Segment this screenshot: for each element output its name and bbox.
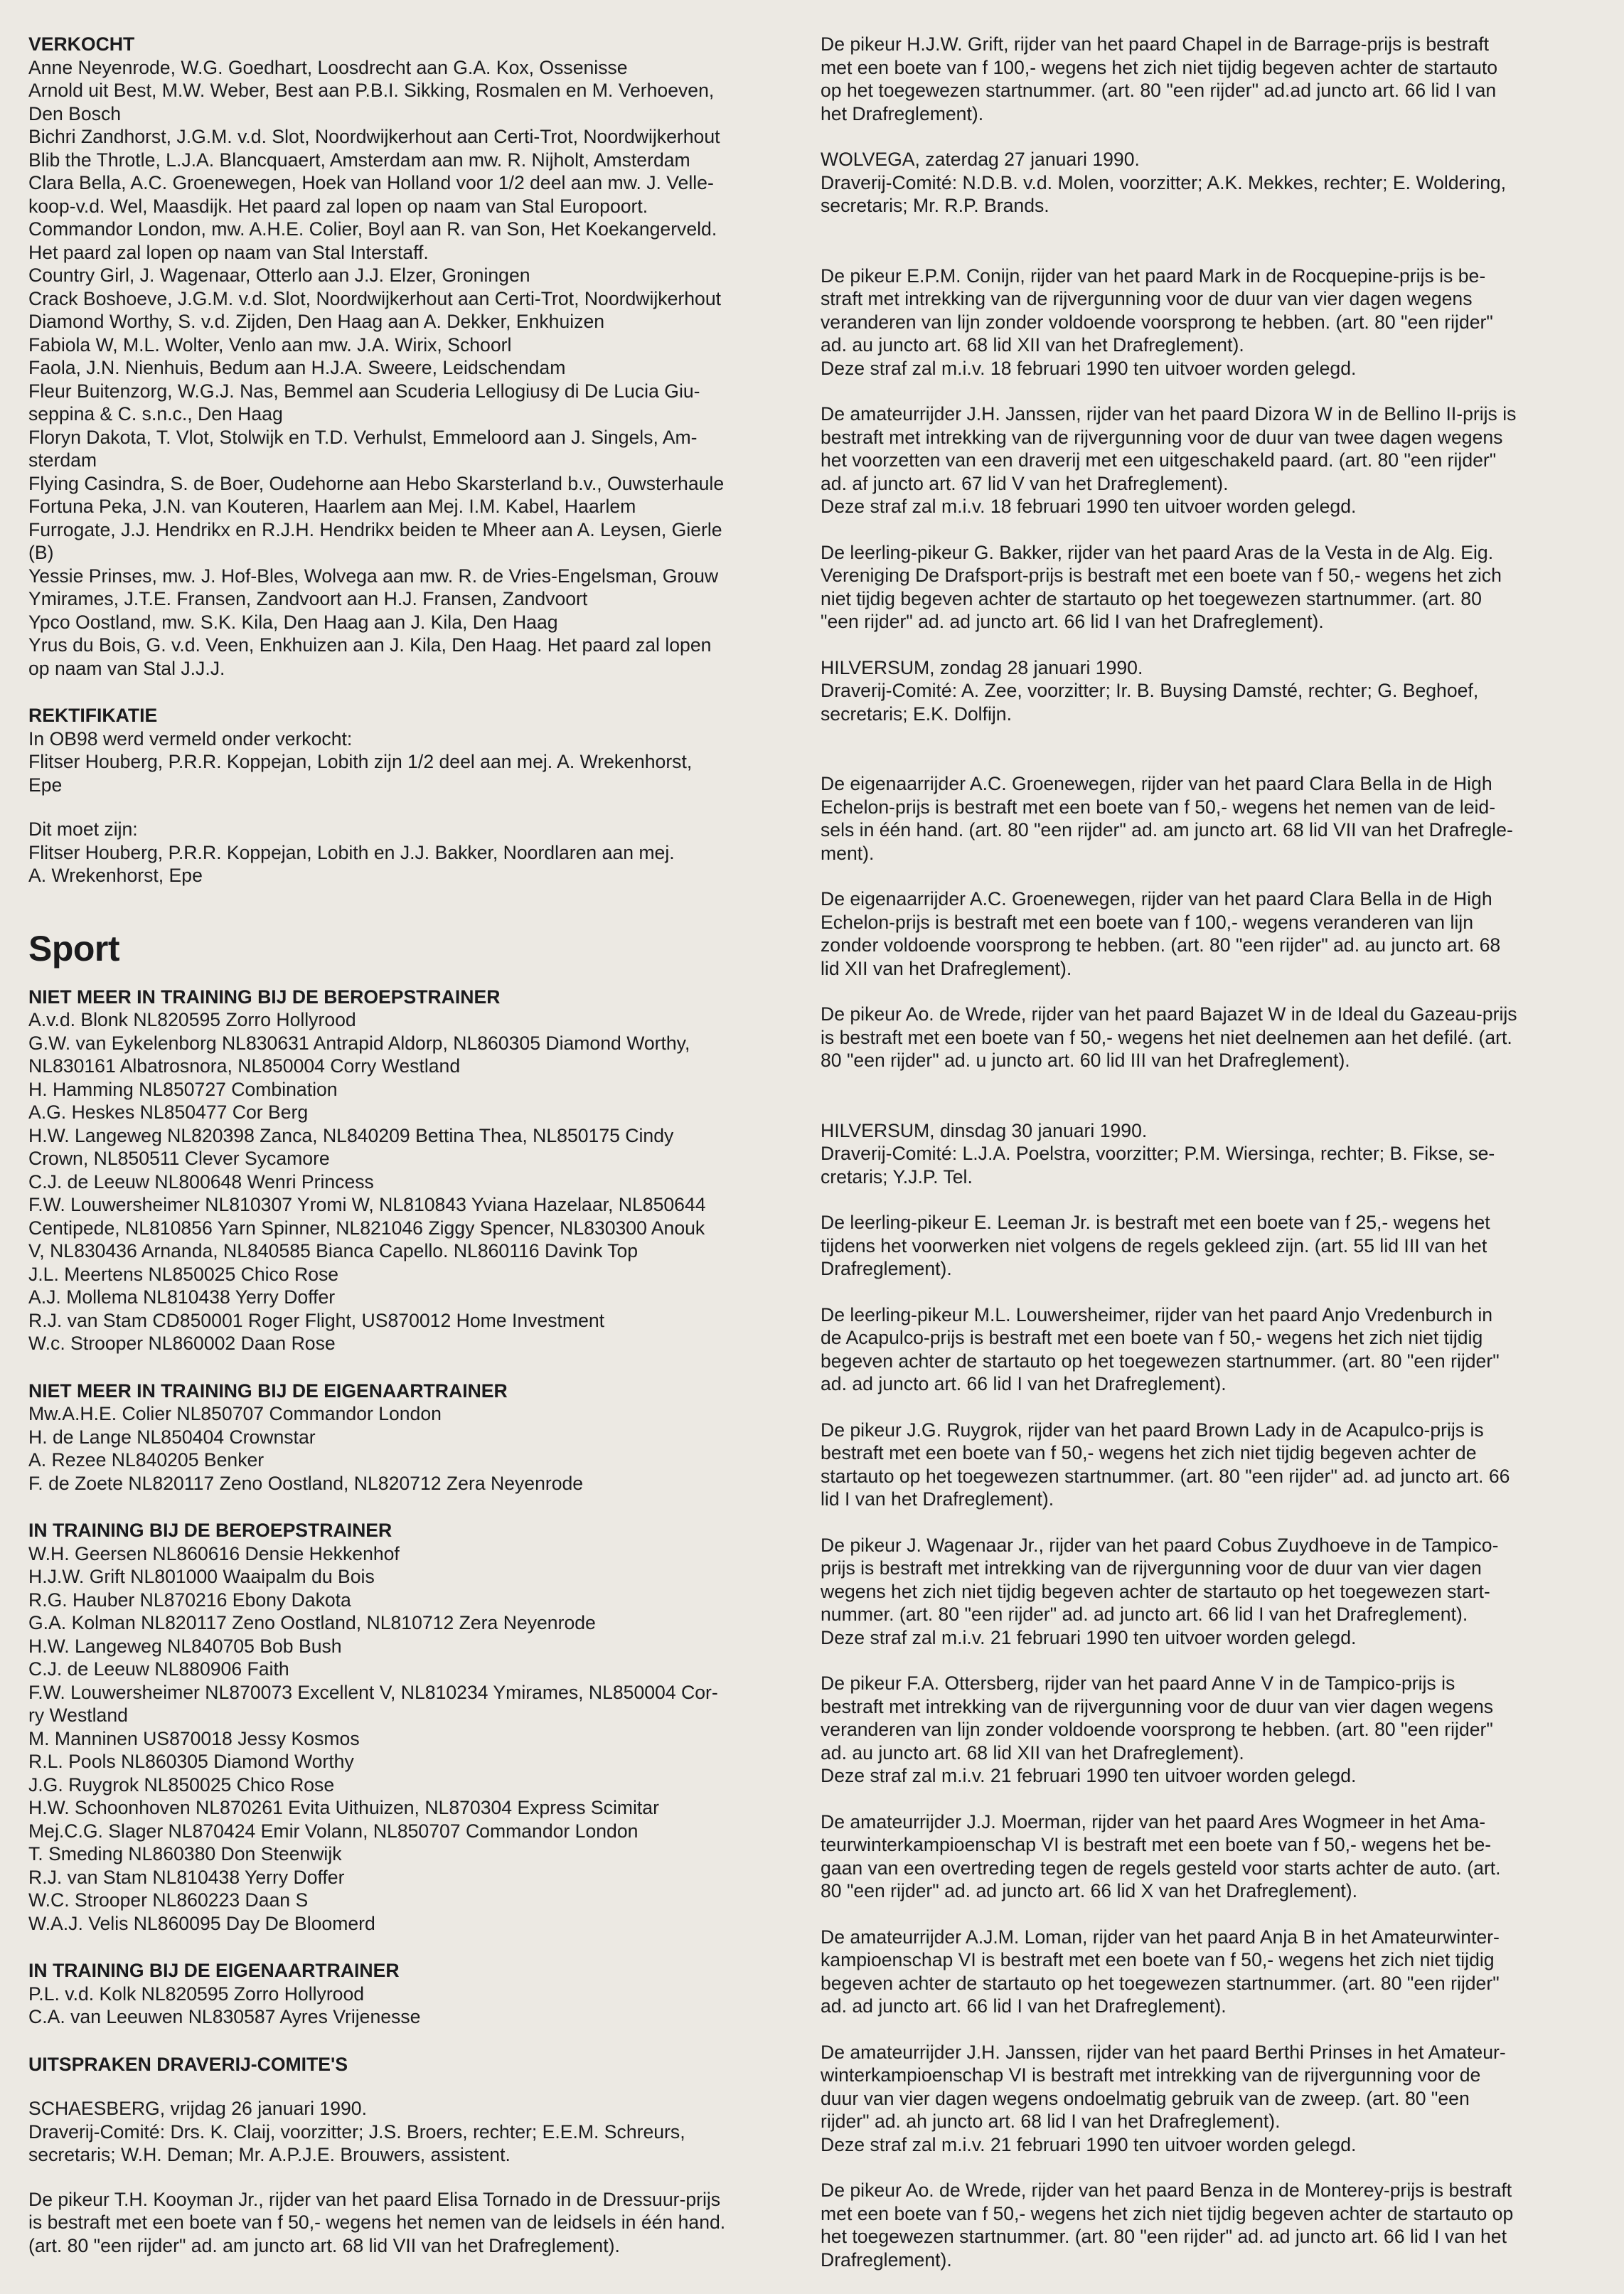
text-line: Echelon-prijs is bestraft met een boete van f 50,- wegens het nemen van de leid-	[821, 796, 1496, 818]
text-line: sterdam	[28, 449, 97, 471]
text-line: De pikeur J. Wagenaar Jr., rijder van het paard Cobus Zuydhoeve in de Tampico-	[821, 1534, 1499, 1556]
text-line: Floryn Dakota, T. Vlot, Stolwijk en T.D. Verhulst, Emmeloord aan J. Singels, Am-	[28, 426, 698, 448]
ruling-paragraph	[821, 1672, 1580, 1788]
text-line: P.L. v.d. Kolk NL820595 Zorro Hollyrood	[28, 1983, 365, 2005]
text-line: De eigenaarrijder A.C. Groenewegen, rijder van het paard Clara Bella in de High	[821, 773, 1492, 794]
text-line: ad. au juncto art. 68 lid XII van het Drafreglement).	[821, 1741, 1244, 1764]
text-line: "een rijder" ad. ad juncto art. 66 lid I van het Drafreglement).	[821, 611, 1324, 632]
text-line: V, NL830436 Arnanda, NL840585 Bianca Capello. NL860116 Davink Top	[28, 1240, 639, 1261]
text-line: het toegewezen startnummer. (art. 80 "een rijder" ad. ad juncto art. 66 lid I van het	[821, 2226, 1507, 2247]
ruling-paragraph	[821, 1810, 1580, 1903]
text-line: Draverij-Comité: L.J.A. Poelstra, voorzitter; P.M. Wiersinga, rechter; B. Fikse, se-	[821, 1143, 1495, 1164]
ruling-paragraph	[821, 1926, 1580, 2018]
text-line: Arnold uit Best, M.W. Weber, Best aan P.B.I. Sikking, Rosmalen en M. Verhoeven,	[28, 80, 715, 101]
text-line: Bichri Zandhorst, J.G.M. v.d. Slot, Noordwijkerhout aan Certi-Trot, Noordwijkerhout	[28, 126, 720, 147]
heading-verkocht: VERKOCHT	[28, 33, 135, 55]
text-line: Flitser Houberg, P.R.R. Koppejan, Lobith zijn 1/2 deel aan mej. A. Wrekenhorst,	[28, 751, 693, 772]
text-line: Clara Bella, A.C. Groenewegen, Hoek van Holland voor 1/2 deel aan mw. J. Velle-	[28, 172, 714, 193]
text-line: R.G. Hauber NL870216 Ebony Dakota	[28, 1589, 351, 1611]
text-line: wegens het zich niet tijdig begeven achter de startauto op het toegewezen start-	[821, 1580, 1490, 1602]
text-line: W.C. Strooper NL860223 Daan S	[28, 1889, 309, 1911]
text-line: F. de Zoete NL820117 Zeno Oostland, NL820712 Zera Neyenrode	[28, 1472, 584, 1494]
text-line: NL830161 Albatrosnora, NL850004 Corry Westland	[28, 1055, 461, 1077]
text-line: J.L. Meertens NL850025 Chico Rose	[28, 1263, 339, 1285]
text-line: G.A. Kolman NL820117 Zeno Oostland, NL810712 Zera Neyenrode	[28, 1612, 596, 1633]
text-line: met een boete van f 100,- wegens het zich niet tijdig begeven achter de startauto	[821, 56, 1498, 78]
training-section	[28, 1959, 786, 2029]
sport-title: Sport	[28, 928, 120, 969]
ruling-paragraph	[28, 2188, 786, 2258]
text-line: kampioenschap VI is bestraft met een boete van f 50,- wegens het zich niet tijdig	[821, 1949, 1495, 1970]
text-line: Faola, J.N. Nienhuis, Bedum aan H.J.A. Sweere, Leidschendam	[28, 357, 566, 378]
text-line: het voorzetten van een draverij met een uitgeschakeld paard. (art. 80 "een rijder"	[821, 449, 1497, 471]
text-line: secretaris; Mr. R.P. Brands.	[821, 195, 1049, 216]
text-line: begeven achter de startauto op het toegewezen startnummer. (art. 80 "een rijder"	[821, 1972, 1500, 1994]
text-line: A.G. Heskes NL850477 Cor Berg	[28, 1101, 309, 1123]
text-line: F.W. Louwersheimer NL810307 Yromi W, NL810843 Yviana Hazelaar, NL850644	[28, 1194, 706, 1215]
text-line: HILVERSUM, zondag 28 januari 1990.	[821, 656, 1143, 678]
training-sections	[28, 986, 786, 2029]
ruling-paragraph	[821, 1419, 1580, 1511]
text-line: secretaris; E.K. Dolfijn.	[821, 703, 1012, 725]
text-line: Deze straf zal m.i.v. 21 februari 1990 ten uitvoer worden gelegd.	[821, 2133, 1357, 2155]
text-line: ad. ad juncto art. 66 lid I van het Drafreglement).	[821, 1995, 1227, 2017]
heading-uitspraken: UITSPRAKEN DRAVERIJ-COMITE'S	[28, 2053, 348, 2075]
left-column	[28, 33, 786, 2257]
text-line: Ymirames, J.T.E. Fransen, Zandvoort aan H.J. Fransen, Zandvoort	[28, 588, 588, 609]
text-line: H. Hamming NL850727 Combination	[28, 1078, 338, 1100]
text-line: Furrogate, J.J. Hendrikx en R.J.H. Hendrikx beiden te Mheer aan A. Leysen, Gierle	[28, 518, 722, 540]
text-line: (art. 80 "een rijder" ad. am juncto art. 68 lid VII van het Drafreglement).	[28, 2234, 620, 2256]
ruling-paragraph	[821, 772, 1580, 865]
text-line: ad. af juncto art. 67 lid V van het Drafreglement).	[821, 472, 1229, 494]
text-line: ry Westland	[28, 1705, 128, 1726]
text-line: Mw.A.H.E. Colier NL850707 Commandor London	[28, 1403, 442, 1424]
text-line: teurwinterkampioenschap VI is bestraft met een boete van f 50,- wegens het be-	[821, 1834, 1492, 1855]
text-line: de Acapulco-prijs is bestraft met een boete van f 50,- wegens het zich niet tijdig	[821, 1327, 1483, 1348]
text-line: Ypco Oostland, mw. S.K. Kila, Den Haag aan J. Kila, Den Haag	[28, 611, 558, 633]
text-line: Deze straf zal m.i.v. 18 februari 1990 ten uitvoer worden gelegd.	[821, 496, 1357, 517]
ruling-paragraph	[821, 656, 1580, 726]
text-line: A.J. Mollema NL810438 Yerry Doffer	[28, 1286, 336, 1308]
text-line: op naam van Stal J.J.J.	[28, 657, 225, 679]
text-line: Flitser Houberg, P.R.R. Koppejan, Lobith en J.J. Bakker, Noordlaren aan mej.	[28, 841, 675, 863]
text-line: R.J. van Stam CD850001 Roger Flight, US870012 Home Investment	[28, 1309, 605, 1331]
text-line: Blib the Throtle, L.J.A. Blancquaert, Amsterdam aan mw. R. Nijholt, Amsterdam	[28, 149, 690, 171]
text-line: ad. au juncto art. 68 lid XII van het Drafreglement).	[821, 334, 1244, 356]
text-line: Drafreglement).	[821, 2248, 952, 2271]
text-line: A. Rezee NL840205 Benker	[28, 1449, 265, 1471]
text-line: 80 "een rijder" ad. u juncto art. 60 lid III van het Drafreglement).	[821, 1050, 1350, 1071]
text-line: Draverij-Comité: Drs. K. Claij, voorzitter; J.S. Broers, rechter; E.E.M. Schreurs,	[28, 2120, 685, 2143]
meeting-schaesberg	[28, 2097, 786, 2167]
text-line: op het toegewezen startnummer. (art. 80 "een rijder" ad.ad juncto art. 66 lid I van	[821, 80, 1497, 101]
training-section	[28, 986, 786, 1355]
text-line: C.A. van Leeuwen NL830587 Ayres Vrijenesse	[28, 2006, 421, 2027]
text-line: Het paard zal lopen op naam van Stal Interstaff.	[28, 241, 429, 263]
text-line: lid I van het Drafreglement).	[821, 1488, 1054, 1510]
rektifikatie-correction	[28, 818, 786, 887]
ruling-paragraph	[821, 2041, 1580, 2157]
section-rektifikatie	[28, 704, 786, 887]
text-line: De pikeur J.G. Ruygrok, rijder van het paard Brown Lady in de Acapulco-prijs is	[821, 1419, 1484, 1441]
section-verkocht	[28, 33, 786, 680]
right-column	[821, 33, 1580, 2294]
text-line: straft met intrekking van de rijvergunning voor de duur van vier dagen wegens	[821, 288, 1473, 309]
text-line: met een boete van f 50,- wegens het zich niet tijdig begeven achter de startauto op	[821, 2202, 1514, 2224]
section-heading: NIET MEER IN TRAINING BIJ DE BEROEPSTRAINER	[28, 986, 501, 1008]
text-line: Yrus du Bois, G. v.d. Veen, Enkhuizen aan J. Kila, Den Haag. Het paard zal lopen	[28, 634, 712, 656]
ruling-paragraph	[821, 541, 1580, 634]
text-line: A. Wrekenhorst, Epe	[28, 865, 203, 886]
text-line: De leerling-pikeur G. Bakker, rijder van het paard Aras de la Vesta in de Alg. Eig.	[821, 541, 1494, 563]
text-line: koop-v.d. Wel, Maasdijk. Het paard zal lopen op naam van Stal Europoort.	[28, 195, 648, 217]
text-line: Deze straf zal m.i.v. 21 februari 1990 ten uitvoer worden gelegd.	[821, 1765, 1357, 1786]
text-line: W.H. Geersen NL860616 Densie Hekkenhof	[28, 1542, 400, 1564]
text-line: lid XII van het Drafreglement).	[821, 957, 1072, 979]
text-line: W.c. Strooper NL860002 Daan Rose	[28, 1333, 336, 1354]
ruling-paragraph	[821, 887, 1580, 980]
text-line: De eigenaarrijder A.C. Groenewegen, rijder van het paard Clara Bella in de High	[821, 888, 1492, 909]
text-line: bestraft met intrekking van de rijvergunning voor de duur van twee dagen wegens	[821, 426, 1503, 448]
text-line: rijder" ad. ah juncto art. 68 lid I van het Drafreglement).	[821, 2111, 1281, 2132]
rektifikatie-original	[28, 727, 786, 797]
text-line: H. de Lange NL850404 Crownstar	[28, 1426, 316, 1448]
text-line: gaan van een overtreding tegen de regels gesteld voor starts achter de auto. (art.	[821, 1857, 1501, 1879]
text-line: begeven achter de startauto op het toegewezen startnummer. (art. 80 "een rijder"	[821, 1350, 1500, 1372]
text-line: Den Bosch	[28, 102, 122, 124]
ruling-paragraph	[821, 33, 1580, 125]
text-line: het Drafreglement).	[821, 102, 984, 124]
text-line: C.J. de Leeuw NL880906 Faith	[28, 1658, 289, 1680]
text-line: De amateurrijder A.J.M. Loman, rijder van het paard Anja B in het Amateurwinter-	[821, 1926, 1500, 1948]
text-line: De amateurrijder J.H. Janssen, rijder van het paard Dizora W in de Bellino II-prijs is	[821, 403, 1517, 425]
text-line: C.J. de Leeuw NL800648 Wenri Princess	[28, 1170, 374, 1193]
text-line: 80 "een rijder" ad. ad juncto art. 66 lid X van het Drafreglement).	[821, 1880, 1358, 1901]
text-line: Mej.C.G. Slager NL870424 Emir Volann, NL850707 Commandor London	[28, 1820, 639, 1842]
text-line: H.J.W. Grift NL801000 Waaipalm du Bois	[28, 1566, 375, 1587]
text-line: Echelon-prijs is bestraft met een boete van f 100,- wegens veranderen van lijn	[821, 911, 1474, 933]
text-line: niet tijdig begeven achter de startauto op het toegewezen startnummer. (art. 80	[821, 587, 1482, 609]
text-line: is bestraft met een boete van f 50,- wegens het nemen van de leidsels in één hand.	[28, 2212, 726, 2233]
text-line: winterkampioenschap VI is bestraft met intrekking van de rijvergunning voor de	[821, 2064, 1481, 2086]
text-line: Diamond Worthy, S. v.d. Zijden, Den Haag aan A. Dekker, Enkhuizen	[28, 311, 605, 332]
text-line: Crack Boshoeve, J.G.M. v.d. Slot, Noordwijkerhout aan Certi-Trot, Noordwijkerhout	[28, 287, 721, 309]
text-line: prijs is bestraft met intrekking van de rijvergunning voor de duur van vier dagen	[821, 1557, 1482, 1579]
ruling-paragraph	[821, 148, 1580, 218]
ruling-paragraph	[821, 1211, 1580, 1281]
training-section	[28, 1519, 786, 1935]
text-line: T. Smeding NL860380 Don Steenwijk	[28, 1843, 342, 1864]
ruling-paragraph	[821, 1119, 1580, 1189]
ruling-paragraph	[821, 1303, 1580, 1396]
text-line: De leerling-pikeur M.L. Louwersheimer, rijder van het paard Anjo Vredenburch in	[821, 1303, 1493, 1325]
text-line: bestraft met een boete van f 50,- wegens het zich niet tijdig begeven achter de	[821, 1442, 1477, 1463]
text-line: In OB98 werd vermeld onder verkocht:	[28, 727, 353, 749]
text-line: Yessie Prinses, mw. J. Hof-Bles, Wolvega aan mw. R. de Vries-Engelsman, Grouw	[28, 565, 719, 587]
ruling-paragraph	[821, 2179, 1580, 2271]
text-line: Country Girl, J. Wagenaar, Otterlo aan J.J. Elzer, Groningen	[28, 265, 530, 286]
section-heading: IN TRAINING BIJ DE BEROEPSTRAINER	[28, 1520, 392, 1541]
text-line: De amateurrijder J.J. Moerman, rijder van het paard Ares Wogmeer in het Ama-	[821, 1810, 1486, 1832]
ruling-paragraph	[821, 265, 1580, 380]
text-line: nummer. (art. 80 "een rijder" ad. ad juncto art. 66 lid I van het Drafreglement).	[821, 1604, 1468, 1625]
heading-rektifikatie: REKTIFIKATIE	[28, 705, 158, 726]
verkocht-list	[28, 56, 786, 681]
section-uitspraken	[28, 2053, 786, 2258]
text-line: Anne Neyenrode, W.G. Goedhart, Loosdrecht aan G.A. Kox, Ossenisse	[28, 56, 628, 78]
text-line: R.L. Pools NL860305 Diamond Worthy	[28, 1751, 354, 1772]
training-section	[28, 1380, 786, 1495]
text-line: Fleur Buitenzorg, W.G.J. Nas, Bemmel aan Scuderia Lellogiusy di De Lucia Giu-	[28, 380, 700, 402]
text-line: WOLVEGA, zaterdag 27 januari 1990.	[821, 149, 1140, 170]
text-line: R.J. van Stam NL810438 Yerry Doffer	[28, 1866, 345, 1888]
text-line: Epe	[28, 774, 63, 796]
text-line: is bestraft met een boete van f 50,- wegens het niet deelnemen aan het defilé. (art.	[821, 1026, 1512, 1048]
text-line: H.W. Langeweg NL820398 Zanca, NL840209 Bettina Thea, NL850175 Cindy	[28, 1124, 674, 1146]
text-line: ad. ad juncto art. 66 lid I van het Drafreglement).	[821, 1373, 1227, 1394]
text-line: Crown, NL850511 Clever Sycamore	[28, 1148, 330, 1169]
section-heading: IN TRAINING BIJ DE EIGENAARTRAINER	[28, 1960, 400, 1981]
text-line: Deze straf zal m.i.v. 21 februari 1990 ten uitvoer worden gelegd.	[821, 1626, 1357, 1648]
ruling-paragraph	[821, 1003, 1580, 1072]
text-line: Fabiola W, M.L. Wolter, Venlo aan mw. J.A. Wirix, Schoorl	[28, 334, 512, 356]
text-line: W.A.J. Velis NL860095 Day De Bloomerd	[28, 1912, 375, 1934]
text-line: Draverij-Comité: A. Zee, voorzitter; Ir. B. Buysing Damsté, rechter; G. Beghoef,	[821, 680, 1479, 701]
text-line: startauto op het toegewezen startnummer. (art. 80 "een rijder" ad. ad juncto art. 66	[821, 1465, 1510, 1487]
text-line: De pikeur E.P.M. Conijn, rijder van het paard Mark in de Rocquepine-prijs is be-	[821, 265, 1486, 287]
text-line: (B)	[28, 542, 54, 563]
text-line: Draverij-Comité: N.D.B. v.d. Molen, voorzitter; A.K. Mekkes, rechter; E. Woldering,	[821, 171, 1507, 193]
text-line: Centipede, NL810856 Yarn Spinner, NL821046 Ziggy Spencer, NL830300 Anouk	[28, 1217, 705, 1239]
text-line: F.W. Louwersheimer NL870073 Excellent V, NL810234 Ymirames, NL850004 Cor-	[28, 1681, 718, 1703]
text-line: De amateurrijder J.H. Janssen, rijder van het paard Berthi Prinses in het Amateur-	[821, 2041, 1506, 2063]
text-line: Commandor London, mw. A.H.E. Colier, Boyl aan R. van Son, Het Koekangerveld.	[28, 218, 717, 240]
text-line: sels in één hand. (art. 80 "een rijder" ad. am juncto art. 68 lid VII van het Drafregle-	[821, 819, 1513, 841]
text-line: Vereniging De Drafsport-prijs is bestraft met een boete van f 50,- wegens het zich	[821, 565, 1502, 586]
text-line: H.W. Schoonhoven NL870261 Evita Uithuizen, NL870304 Express Scimitar	[28, 1797, 659, 1818]
text-line: Flying Casindra, S. de Boer, Oudehorne aan Hebo Skarsterland b.v., Ouwsterhaule	[28, 472, 725, 494]
text-line: cretaris; Y.J.P. Tel.	[821, 1165, 973, 1188]
text-line: duur van vier dagen wegens ondoelmatig gebruik van de zweep. (art. 80 "een	[821, 2087, 1470, 2109]
text-line: SCHAESBERG, vrijdag 26 januari 1990.	[28, 2098, 367, 2119]
text-line: Drafreglement).	[821, 1258, 952, 1279]
text-line: G.W. van Eykelenborg NL830631 Antrapid Aldorp, NL860305 Diamond Worthy,	[28, 1032, 690, 1054]
text-line: De pikeur H.J.W. Grift, rijder van het paard Chapel in de Barrage-prijs is bestraft	[821, 33, 1490, 55]
text-line: HILVERSUM, dinsdag 30 januari 1990.	[821, 1119, 1148, 1141]
text-line: J.G. Ruygrok NL850025 Chico Rose	[28, 1773, 335, 1796]
text-line: De pikeur Ao. de Wrede, rijder van het paard Benza in de Monterey-prijs is bestraft	[821, 2180, 1512, 2201]
text-line: De leerling-pikeur E. Leeman Jr. is bestraft met een boete van f 25,- wegens het	[821, 1212, 1490, 1233]
text-line: De pikeur T.H. Kooyman Jr., rijder van het paard Elisa Tornado in de Dressuur-prijs	[28, 2188, 721, 2210]
text-line: tijdens het voorwerken niet volgens de regels gekleed zijn. (art. 55 lid III van het	[821, 1234, 1487, 1257]
text-line: zonder voldoende voorsprong te hebben. (art. 80 "een rijder" ad. au juncto art. 68	[821, 934, 1501, 956]
ruling-paragraph	[821, 1534, 1580, 1650]
text-line: veranderen van lijn zonder voldoende voorsprong te hebben. (art. 80 "een rijder"	[821, 311, 1493, 333]
ruling-paragraph	[821, 402, 1580, 518]
text-line: H.W. Langeweg NL840705 Bob Bush	[28, 1635, 342, 1657]
text-line: seppina & C. s.n.c., Den Haag	[28, 403, 283, 425]
text-line: A.v.d. Blonk NL820595 Zorro Hollyrood	[28, 1009, 356, 1030]
section-heading: NIET MEER IN TRAINING BIJ DE EIGENAARTRAINER	[28, 1380, 508, 1402]
text-line: Deze straf zal m.i.v. 18 februari 1990 ten uitvoer worden gelegd.	[821, 357, 1357, 379]
text-line: Dit moet zijn:	[28, 818, 138, 840]
text-line: De pikeur F.A. Ottersberg, rijder van het paard Anne V in de Tampico-prijs is	[821, 1673, 1455, 1694]
text-line: M. Manninen US870018 Jessy Kosmos	[28, 1727, 360, 1749]
text-line: Fortuna Peka, J.N. van Kouteren, Haarlem aan Mej. I.M. Kabel, Haarlem	[28, 496, 636, 517]
text-line: veranderen van lijn zonder voldoende voorsprong te hebben. (art. 80 "een rijder"	[821, 1719, 1493, 1740]
text-line: bestraft met intrekking van de rijvergunning voor de duur van vier dagen wegens	[821, 1695, 1494, 1717]
text-line: secretaris; W.H. Deman; Mr. A.P.J.E. Brouwers, assistent.	[28, 2144, 511, 2165]
text-line: De pikeur Ao. de Wrede, rijder van het paard Bajazet W in de Ideal du Gazeau-prijs	[821, 1003, 1517, 1025]
text-line: ment).	[821, 842, 875, 864]
